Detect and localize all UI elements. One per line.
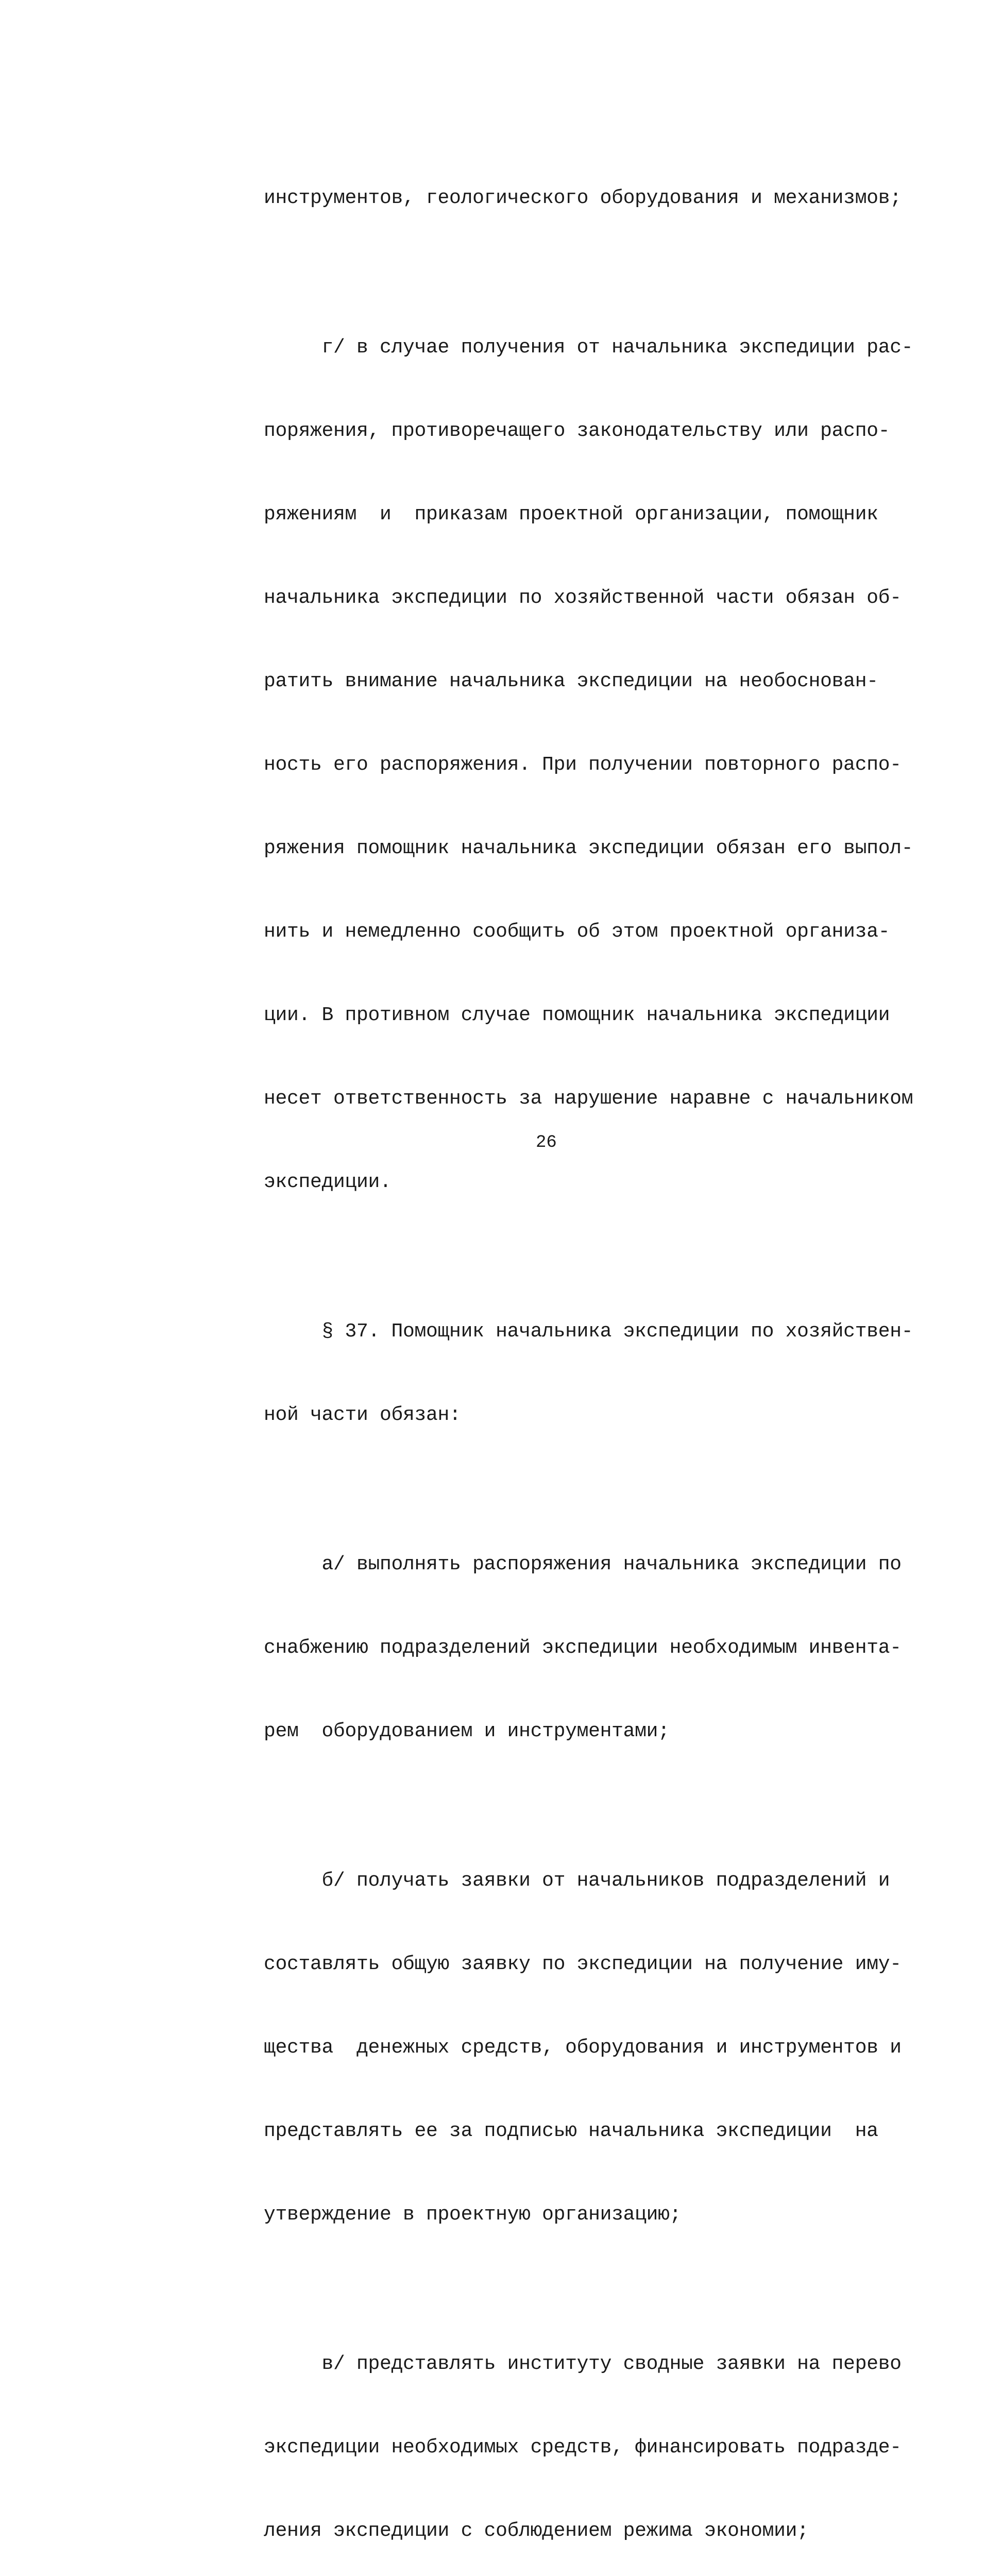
page-number: 26 <box>536 1133 557 1153</box>
text-line: а/ выполнять распоряжения начальника экспедиции по <box>264 1553 902 1575</box>
text-line: щества денежных средств, оборудования и инструментов и <box>264 2037 902 2059</box>
text-line: рем оборудованием и инструментами; <box>264 1720 670 1742</box>
paragraph-item-v <box>264 2295 902 2576</box>
body-text <box>264 129 913 2576</box>
paragraph-item-a <box>264 1495 902 1801</box>
text-line: несет ответственность за нарушение наравне с начальником <box>264 1088 913 1110</box>
paragraph-item-g-orders <box>264 278 913 1252</box>
text-line: представлять ее за подписью начальника экспедиции на <box>264 2120 878 2142</box>
text-line: ратить внимание начальника экспедиции на необоснован- <box>264 670 878 692</box>
text-line: поряжения, противоречащего законодательству или распо- <box>264 420 890 442</box>
text-line: ность его распоряжения. При получении повторного распо- <box>264 754 902 776</box>
text-line: снабжению подразделений экспедиции необходимым инвента- <box>264 1637 902 1659</box>
text-line: инструментов, геологического оборудования и механизмов; <box>264 187 902 209</box>
text-line: ряжениям и приказам проектной организации, помощник <box>264 503 878 526</box>
text-line: экспедиции. <box>264 1171 392 1193</box>
text-line: ной части обязан: <box>264 1404 461 1426</box>
text-line: экспедиции необходимых средств, финансировать подразде- <box>264 2436 902 2459</box>
text-line: составлять общую заявку по экспедиции на получение иму- <box>264 1953 902 1975</box>
paragraph-section-37 <box>264 1262 913 1485</box>
text-line: нить и немедленно сообщить об этом проектной организа- <box>264 921 890 943</box>
text-line: ления экспедиции с соблюдением режима экономии; <box>264 2520 809 2542</box>
paragraph-tools-list <box>264 129 902 268</box>
text-line: утверждение в проектную организацию; <box>264 2204 682 2226</box>
text-line: ции. В противном случае помощник начальника экспедиции <box>264 1004 890 1026</box>
paragraph-item-b <box>264 1811 902 2284</box>
text-line: в/ представлять институту сводные заявки на перево <box>264 2353 902 2375</box>
text-line: § 37. Помощник начальника экспедиции по хозяйствен- <box>264 1320 913 1343</box>
text-line: г/ в случае получения от начальника экспедиции рас- <box>264 336 913 359</box>
text-line: б/ получать заявки от начальников подразделений и <box>264 1870 890 1892</box>
text-line: ряжения помощник начальника экспедиции обязан его выпол- <box>264 837 913 859</box>
text-line: начальника экспедиции по хозяйственной части обязан об- <box>264 587 902 609</box>
